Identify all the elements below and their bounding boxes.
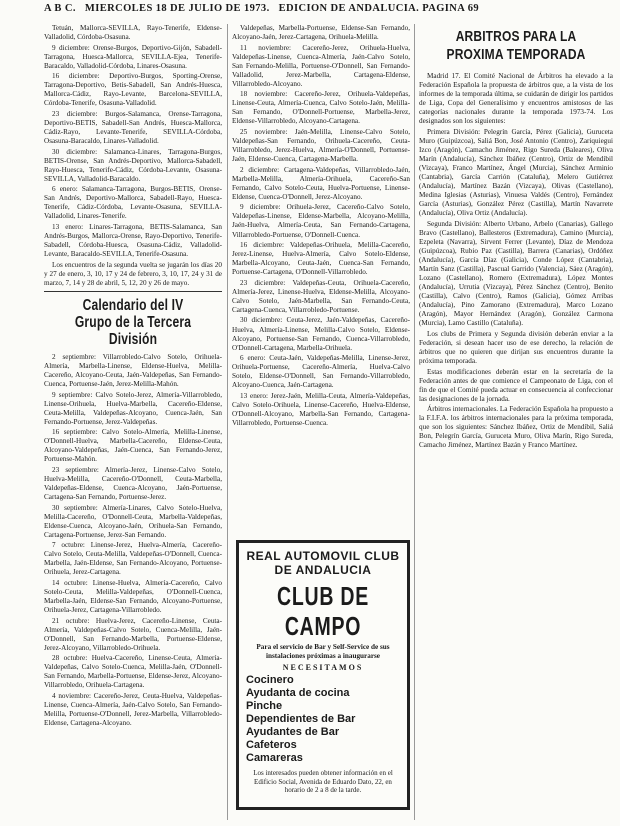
calendar-paragraph: 9 diciembre: Orihuela-Jerez, Cacereño-Calvo Sotelo, Valdepeñas-Linense, Eldense-Marbella, Alcoyano-Melilla, Jaén-Huelva, Almería-Ceuta, San Fernando-Cartagena, Villarrobledo-Portuense, O'Donnell-Cuenca. xyxy=(232,203,410,239)
advert-organization: REAL AUTOMOVIL CLUB DE ANDALUCIA xyxy=(246,549,400,577)
calendar-paragraph: Valdepeñas, Marbella-Portuense, Eldense-San Fernando, Alcoyano-Jaén, Jerez-Cartagena, Orihuela-Melilla. xyxy=(232,24,410,42)
calendar-paragraph: Tetuán, Mallorca-SEVILLA, Rayo-Tenerife, Eldense-Valladolid, Córdoba-Osasuna. xyxy=(44,24,222,42)
article-paragraph: Primera División: Pelegrín García, Pérez (Galicia), Guruceta Muro (Guipúzcoa), Saliá Bon, José Antonio (Centro), Zariquiegui Izco (Aragón), Camacho Jiménez, Rigo Sureda (Baleares), Oliva Marín (Andalucía), Sánchez Ibáñez (Centro), Ortiz de Mendíbil (Vizcaya), Franco Martínez, Ángel (Murcia), Sánchez Arminio (Cantabria), García Carrión (Cataluña), Melero Gutiérrez (Andalucía), Martínez Bazán (Vizcaya), Olivas (Castellano), Medina Iglesias (Asturias), Vinuesa Valdés (Centro), Fernández García (Asturias), González Pérez (Castilla), Martín Navarrete (Andalucía), Oliva Ortiz (Andalucía). xyxy=(419,127,613,218)
calendar-paragraph: 23 diciembre: Valdepeñas-Ceuta, Orihuela-Cacereño, Almería-Jerez, Linense-Huelva, Eldense-Melilla, Alcoyano-Calvo Sotelo, Jaén-Marbella, San Fernando-Ceuta, Cartagena-Cuenca, Villarrobledo-Portuense. xyxy=(232,278,410,314)
calendar-paragraph: 9 diciembre: Orense-Burgos, Deportivo-Gijón, Sabadell-Tarragona, Huesca-Mallorca, SEVILLA-Ejea, Tenerife-Baracaldo, Valladolid-Córdoba, Linares-Osasuna. xyxy=(44,43,222,70)
advert-position-item: Cocinero xyxy=(246,674,294,687)
calendar-paragraph: 16 diciembre: Valdepeñas-Orihuela, Melilla-Cacereño, Jerez-Linense, Huelva-Almería, Calvo Sotelo-Eldense, Marbella-Alcoyano, Ceuta-Jaén, Cuenca-San Fernando, Portuense-Cartagena, O'Donnell-Villarrobledo. xyxy=(232,241,410,277)
advert-position-item: Cafeteros xyxy=(246,739,297,752)
calendar-paragraph: 16 septiembre: Calvo Sotelo-Almería, Melilla-Linense, O'Donnell-Huelva, Marbella-Cacereño, Eldense-Ceuta, Alcoyano-Valdepeñas, Jaén-Cuenca, San Fernando-Jerez, Portuense-Mahón. xyxy=(44,428,222,464)
calendar-paragraph: 6 enero: Ceuta-Jaén, Valdepeñas-Melilla, Linense-Jerez, Orihuela-Portuense, Cacereño-Almería, Huelva-Calvo Sotelo, Eldense-O'Donnell, San Fernando-Villarrobledo, Alcoyano-Cuenca, Jaén-Cartagena. xyxy=(232,354,410,390)
calendar-paragraph: 11 noviembre: Cacereño-Jerez, Orihuela-Huelva, Valdepeñas-Linense, Cuenca-Almería, Jaén-Calvo Sotelo, San Fernando-Melilla, Portuense-O'Donnell, San Fernando-Valladolid, Jerez-Marbella, Cartagena-Eldense, Villarrobledo-Alcoyano. xyxy=(232,43,410,88)
advert-positions-list xyxy=(246,674,400,765)
calendar-paragraph: 7 octubre: Linense-Jerez, Huelva-Almería, Cacereño-Calvo Sotelo, Ceuta-Melilla, Valdepeñas-O'Donnell, Cuenca-Marbella, Jaén-Eldense, San Fernando-Alcoyano, Portuense-Orihuela, Jerez-Cartagena. xyxy=(44,541,222,577)
calendar-paragraph: 2 diciembre: Cartagena-Valdepeñas, Villarrobledo-Jaén, Marbella-Melilla, Almería-Orihuela, Cacereño-San Fernando, Calvo Sotelo-Ceuta, Huelva-Portuense, Linense-Eldense, Cuenca-O'Donnell, Jerez-Alcoyano. xyxy=(232,165,410,201)
calendar-group-iv xyxy=(44,353,222,728)
club-de-campo-advert xyxy=(236,540,410,810)
advert-position-item: Pinche xyxy=(246,700,283,713)
calendar-paragraph: 23 septiembre: Almería-Jerez, Linense-Calvo Sotelo, Huelva-Melilla, Cacereño-O'Donnell, Ceuta-Marbella, Valdepeñas-Eldense, Cuenca-Alcoyano, Jaén-Portuense, Cartagena-San Fernando, Portuense-Jerez. xyxy=(44,465,222,502)
advert-position-item: Ayudantes de Bar xyxy=(246,726,340,739)
column-3 xyxy=(419,24,613,820)
calendar-paragraph: 25 noviembre: Jaén-Melilla, Linense-Calvo Sotelo, Valdepeñas-San Fernando, Orihuela-Cacereño, Ceuta-Villarrobledo, Jerez-Huelva, Almería-O'Donnell, Portuense-Jaén, Eldense-Cuenca, Cartagena-Marbella. xyxy=(232,128,410,164)
calendar-continuation-2 xyxy=(232,24,410,428)
article-paragraph: Madrid 17. El Comité Nacional de Árbitros ha elevado a la Federación Española la propuesta de árbitros que, a la vista de los informes de la temporada última, se cuidarán de dirigir los partidos de Liga, Copa del Generalísimo y encuentros amistosos de las categorías nacionales durante la temporada 1973-74. Los designados son los siguientes: xyxy=(419,72,613,126)
article-paragraph: Estas modificaciones deberán estar en la secretaría de la Federación antes de que comience el Campeonato de Liga, con el fin de que el Comité pueda actuar en consecuencia al confeccionar las designaciones de la jornada. xyxy=(419,367,613,403)
calendar-paragraph: 23 diciembre: Burgos-Salamanca, Orense-Tarragona, Deportivo-BETIS, Sabadell-San Andrés, Huesca-Mallorca, Cádiz-Rayo, Levante-Tenerife, SEVILLA-Córdoba, Osasuna-Baracaldo, Linares-Valladolid. xyxy=(44,109,222,146)
column-rule xyxy=(227,24,228,820)
article-title-arbitros: ARBITROS PARA LA PROXIMA TEMPORADA xyxy=(446,28,586,63)
calendar-paragraph: 4 noviembre: Cacereño-Jerez, Ceuta-Huelva, Valdepeñas-Linense, Cuenca-Almería, Jaén-Calvo Sotelo, San Fernando-Melilla, Portuense-O'Donnell, Jerez-Marbella, Villarrobledo-Eldense, Cartagena-Alcoyano. xyxy=(44,692,222,728)
calendar-paragraph: 6 enero: Salamanca-Tarragona, Burgos-BETIS, Orense-San Andrés, Deportivo-Mallorca, Sabadell-Rayo, Huesca-Tenerife, Cádiz-Córdoba, Levante-Osasuna, SEVILLA-Valladolid, Linares-Tenerife. xyxy=(44,185,222,221)
calendar-paragraph: 30 septiembre: Almería-Linares, Calvo Sotelo-Huelva, Melilla-Cacereño, O'Donnell-Ceuta, Marbella-Valdepeñas, Eldense-Cuenca, Alcoyano-Jaén, Orihuela-San Fernando, Cartagena-Portuense, Jerez-San Fernando. xyxy=(44,503,222,539)
calendar-paragraph: 2 septiembre: Villarrobledo-Calvo Sotelo, Orihuela-Almería, Marbella-Linense, Eldense-Huelva, Melilla-Cacereño, Alcoyano-Ceuta, Jaén-Valdepeñas, San Fernando-Cuenca, Portuense-Jaén, Jerez-Melilla-Mahón. xyxy=(44,352,222,388)
divider xyxy=(44,291,222,292)
advert-position-item: Ayudanta de cocina xyxy=(246,687,350,700)
issue-date: MIERCOLES 18 DE JULIO DE 1973. xyxy=(84,3,270,14)
calendar-paragraph: 30 diciembre: Salamanca-Linares, Tarragona-Burgos, BETIS-Orense, San Andrés-Deportivo, Mallorca-Sabadell, Rayo-Huesca, Tenerife-Cádiz, Córdoba-Levante, Osasuna-SEVILLA, Valladolid-Baracaldo. xyxy=(44,147,222,183)
advert-footer: Los interesados pueden obtener información en el Edificio Social, Avenida de Eduardo Dato, 22, en horario de 2 a 8 de la tarde. xyxy=(253,769,393,794)
section-title-calendar: Calendario del IV Grupo de la Tercera División xyxy=(74,296,192,348)
calendar-paragraph: 16 diciembre: Deportivo-Burgos, Sporting-Orense, Tarragona-Deportivo, Betis-Sabadell, San Andrés-Huesca, Mallorca-Cádiz, Rayo-Levante, Barcelona-SEVILLA, Córdoba-Tenerife, Osasuna-Valladolid. xyxy=(44,72,222,108)
page-header xyxy=(44,3,614,17)
newspaper-name: A B C. xyxy=(44,3,76,14)
calendar-paragraph: Los encuentros de la segunda vuelta se jugarán los días 20 y 27 de enero, 3, 10, 17 y 24 de febrero, 3, 10, 17, 24 y 31 de marzo, 7, 14 y 28 de abril, 5, 12, 20 y 26 de mayo. xyxy=(44,260,222,287)
article-paragraph: Segunda División: Alberto Urbano, Arbelo (Canarias), Gallego Bravo (Castellano), Ballesteros (Extremadura), Camino (Murcia), Ezpeleta (Navarra), Sirvent Ferrer (Levante), Díaz de Mendoza (Guipúzcoa), Rubio Paz (Castilla), Barrera (Canarias), Ordóñez (Andalucía), García Díaz (Galicia), Conde López (Cantabria), Martín Sanz (Castilla), Pascual Garrido (Valencia), Sáez (Aragón), Lozano (Castellano), Romero (Extremadura), López Montes (Andalucía), Urrutia (Vizcaya), Pérez Sánchez (Centro), Benito (Castilla), Calvo (Centro), Ramos (Galicia), Gómez Arribas (Andalucía), Pino Zamorano (Extremadura), Marco Lozano (Aragón), Mayor Hernández (Aragón), González Carmona (Murcia), Lamo Castillo (Cataluña). xyxy=(419,219,613,328)
calendar-paragraph: 30 diciembre: Ceuta-Jerez, Jaén-Valdepeñas, Cacereño-Huelva, Almería-Linense, Melilla-Calvo Sotelo, Eldense-Alcoyano, Portuense-San Fernando, Cuenca-Villarrobledo, O'Donnell-Cartagena, Marbella-Orihuela. xyxy=(232,316,410,352)
advert-position-item: Dependientes de Bar xyxy=(246,713,356,726)
arbitros-article-body xyxy=(419,72,613,450)
calendar-paragraph: 21 octubre: Huelva-Jerez, Cacereño-Linense, Ceuta-Almería, Valdepeñas-Calvo Sotelo, Cuenca-Melilla, Jaén-O'Donnell, San Fernando-Marbella, Portuense-Eldense, Jerez-Alcoyano, Villarrobledo-Orihuela. xyxy=(44,616,222,652)
column-2 xyxy=(232,24,410,536)
column-rule xyxy=(414,24,415,820)
edition-page: EDICION DE ANDALUCIA. PAGINA 69 xyxy=(278,3,479,14)
calendar-paragraph: 14 octubre: Linense-Huelva, Almería-Cacereño, Calvo Sotelo-Ceuta, Melilla-Valdepeñas, O'Donnell-Cuenca, Marbella-Jaén, Eldense-San Fernando, Alcoyano-Portuense, Orihuela-Jerez, Cartagena-Villarrobledo. xyxy=(44,578,222,615)
advert-intro: Para el servicio de Bar y Self-Service de sus instalaciones próximas a inaugurarse xyxy=(256,643,390,660)
article-paragraph: Los clubs de Primera y Segunda división deberán enviar a la Federación, si desean hacer uso de ese derecho, la relación de árbitros que no quieren que dirijan sus encuentros durante la próxima temporada. xyxy=(419,329,613,365)
calendar-paragraph: 28 octubre: Huelva-Cacereño, Linense-Ceuta, Almería-Valdepeñas, Calvo Sotelo-Cuenca, Melilla-Jaén, O'Donnell-San Fernando, Marbella-Portuense, Eldense-Jerez, Alcoyano-Villarrobledo, Orihuela-Cartagena. xyxy=(44,654,222,690)
calendar-continuation xyxy=(44,24,222,288)
calendar-paragraph: 13 enero: Jerez-Jaén, Melilla-Ceuta, Almería-Valdepeñas, Calvo Sotelo-Orihuela, Linense-Cacereño, Huelva-Eldense, O'Donnell-Alcoyano, Marbella-San Fernando, Cartagena-Villarrobledo, Portuense-Cuenca. xyxy=(232,391,410,427)
column-1 xyxy=(44,24,222,820)
calendar-paragraph: 18 noviembre: Cacereño-Jerez, Orihuela-Valdepeñas, Linense-Ceuta, Almería-Cuenca, Calvo Sotelo-Jaén, Melilla-San Fernando, O'Donnell-Portuense, Marbella-Jerez, Eldense-Villarrobledo, Alcoyano-Cartagena. xyxy=(232,90,410,126)
article-paragraph: Árbitros internacionales. La Federación Española ha propuesto a la F.I.F.A. los árbitros internacionales para la próxima temporada, que son los siguientes: Sánchez Ibáñez, Ortiz de Mendíbil, Saliá Bon, Pelegrín García, Guruceta Muro, Oliva Marín, Rigo Sureda, Camacho Jiménez, Martínez Bazán y Franco Martínez. xyxy=(419,405,613,450)
calendar-paragraph: 9 septiembre: Calvo Sotelo-Jerez, Almería-Villarrobledo, Linense-Orihuela, Huelva-Marbella, Cacereño-Eldense, Ceuta-Melilla, Valdepeñas-Alcoyano, Cuenca-Jaén, San Fernando-Portuense, Jerez-Valdepeñas. xyxy=(44,390,222,426)
advert-title: CLUB DE CAMPO xyxy=(277,581,369,641)
calendar-paragraph: 13 enero: Linares-Tarragona, BETIS-Salamanca, San Andrés-Burgos, Mallorca-Orense, Rayo-Deportivo, Tenerife-Sabadell, Córdoba-Huesca, Osasuna-Cádiz, Valladolid-Levante, Baracaldo-SEVILLA, Tenerife-Osasuna. xyxy=(44,222,222,259)
advert-need-heading: NECESITAMOS xyxy=(282,663,364,673)
advert-position-item: Camareras xyxy=(246,752,303,765)
